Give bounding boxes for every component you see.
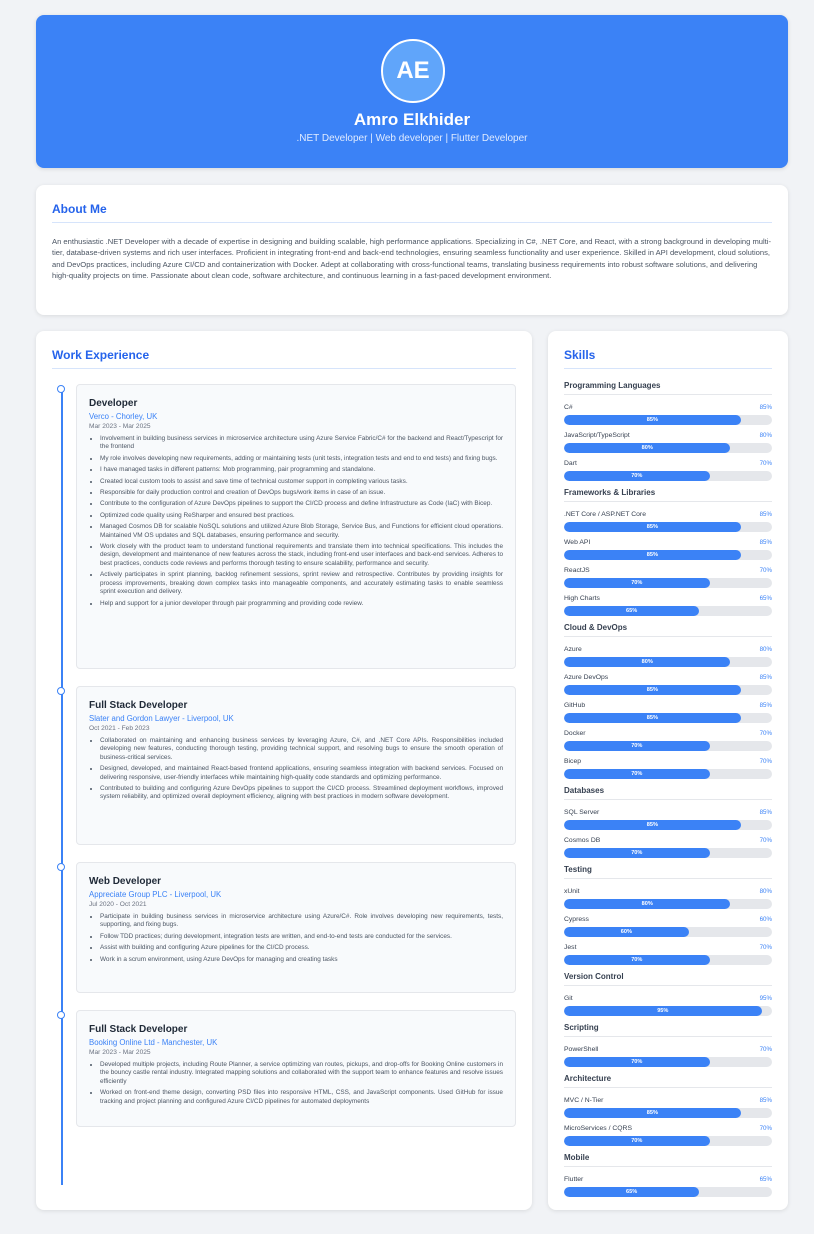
job-responsibilities	[89, 1061, 503, 1106]
skill-progress-track	[564, 522, 772, 532]
skill-name: SQL Server	[564, 809, 600, 816]
skill-percent: 85%	[759, 674, 772, 681]
skill-progress-track	[564, 713, 772, 723]
skill-progress-track	[564, 606, 772, 616]
skill-progress-fill: 80%	[564, 443, 730, 453]
skill-name: Docker	[564, 730, 586, 737]
skill-percent: 70%	[759, 460, 772, 467]
skill-category-title: Frameworks & Libraries	[564, 488, 772, 502]
skill-percent: 80%	[759, 888, 772, 895]
skill-percent: 65%	[759, 1176, 772, 1183]
skill-category-title: Cloud & DevOps	[564, 623, 772, 637]
skill-progress-track	[564, 1006, 772, 1016]
skill-progress-track	[564, 769, 772, 779]
job-date: Mar 2023 - Mar 2025	[89, 1049, 151, 1056]
skill-row	[564, 432, 772, 454]
skill-name: xUnit	[564, 888, 580, 895]
skill-category-title: Architecture	[564, 1074, 772, 1088]
skill-progress-track	[564, 550, 772, 560]
job-card	[76, 1010, 516, 1127]
skill-row	[564, 646, 772, 668]
responsibility-item: • Work in a scrum environment, using Azure DevOps for managing and creating tasks	[100, 956, 503, 964]
skill-row	[564, 1046, 772, 1068]
skill-percent: 70%	[759, 944, 772, 951]
skill-progress-track	[564, 741, 772, 751]
skill-category-title: Scripting	[564, 1023, 772, 1037]
skill-row	[564, 888, 772, 910]
skill-progress-track	[564, 657, 772, 667]
skill-progress-fill: 70%	[564, 955, 710, 965]
skill-name: MicroServices / CQRS	[564, 1125, 632, 1132]
skill-name: Git	[564, 995, 573, 1002]
skill-name: GitHub	[564, 702, 586, 709]
skill-progress-track	[564, 848, 772, 858]
job-responsibilities	[89, 913, 503, 964]
responsibility-item: • Created local custom tools to assist and save time of technical customer support in completing various tasks.	[100, 478, 503, 486]
skill-progress-track	[564, 578, 772, 588]
job-title: Web Developer	[89, 876, 162, 887]
job-company: Slater and Gordon Lawyer - Liverpool, UK	[89, 714, 234, 723]
timeline-dot	[57, 1011, 65, 1019]
skill-progress-fill: 70%	[564, 741, 710, 751]
skill-progress-fill: 60%	[564, 927, 689, 937]
skill-progress-track	[564, 1108, 772, 1118]
skill-name: Dart	[564, 460, 577, 467]
skill-progress-track	[564, 471, 772, 481]
skill-row	[564, 809, 772, 831]
skill-name: Bicep	[564, 758, 582, 765]
skill-progress-fill: 70%	[564, 1057, 710, 1067]
skills-title: Skills	[564, 348, 772, 369]
job-company: Verco - Chorley, UK	[89, 412, 158, 421]
skill-name: High Charts	[564, 595, 600, 602]
skill-name: MVC / N-Tier	[564, 1097, 604, 1104]
about-text: An enthusiastic .NET Developer with a decade of expertise in designing and building scalable, high performance applications. Specializing in C#, .NET Core, and React, with a strong background in developing multi-tier, database-driven systems and rich user interfaces. Proficient in integrating front-end and back-end technologies, ensuring seamless functionality and user experience. Skilled in API development, cloud solutions, and DevOps practices, including Azure CI/CD and containerization with Docker. Adept at collaborating with cross-functional teams, translating business requirements into robust software solutions, and delivering high-quality projects on time. Passionate about clean code, software architecture, and continuous learning in a fast-paced development environment.	[52, 237, 772, 280]
job-title: Full Stack Developer	[89, 1024, 188, 1035]
skill-percent: 65%	[759, 595, 772, 602]
skill-progress-track	[564, 1136, 772, 1146]
job-title: Developer	[89, 398, 138, 409]
skill-progress-fill: 70%	[564, 578, 710, 588]
responsibility-item: • Assist with building and configuring Azure pipelines for the CI/CD process.	[100, 944, 503, 952]
profile-name: Amro Elkhider	[353, 110, 471, 129]
responsibility-item: • My role involves developing new requirements, adding or maintaining tests (unit tests, integration tests and end to end tests) and fixing bugs.	[100, 455, 503, 463]
skill-percent: 70%	[759, 1046, 772, 1053]
profile-tagline: .NET Developer | Web developer | Flutter Developer	[296, 133, 528, 144]
skill-name: Cypress	[564, 916, 589, 923]
skill-row	[564, 460, 772, 482]
avatar: AE	[381, 39, 445, 103]
profile-header	[36, 15, 788, 168]
skill-percent: 80%	[759, 432, 772, 439]
skill-name: Cosmos DB	[564, 837, 601, 844]
timeline-dot	[57, 687, 65, 695]
skill-progress-fill: 65%	[564, 606, 699, 616]
responsibility-item: • Contributed to building and configuring Azure DevOps pipelines to support the CI/CD process. Streamlined deployment workflows, improved system reliability, and optimized overall deployment efficiency, aligning with best practices in modern software development.	[100, 785, 503, 802]
job-date: Mar 2023 - Mar 2025	[89, 423, 151, 430]
skill-name: ReactJS	[564, 567, 590, 574]
skill-progress-track	[564, 443, 772, 453]
skill-row	[564, 1097, 772, 1119]
skill-progress-fill: 85%	[564, 550, 741, 560]
responsibility-item: • Participate in building business services in microservice architecture using Azure/C#. Role involves developing new requirements, tests, supporting, and fixing bugs.	[100, 913, 503, 930]
skill-percent: 70%	[759, 837, 772, 844]
skill-name: Web API	[564, 539, 591, 546]
responsibility-item: • Contribute to the configuration of Azure DevOps pipelines to support the CI/CD process and define Infrastructure as Code (IaC) with Bicep.	[100, 500, 503, 508]
skill-percent: 60%	[759, 916, 772, 923]
skill-progress-fill: 85%	[564, 820, 741, 830]
timeline-line	[61, 388, 63, 1185]
skill-row	[564, 916, 772, 938]
skill-progress-fill: 65%	[564, 1187, 699, 1197]
skill-row	[564, 511, 772, 533]
responsibility-item: • Collaborated on maintaining and enhancing business services by leveraging Azure, C#, and .NET Core APIs. Responsibilities included developing new features, conducting thorough testing, providing technical support, and resolving bugs to ensure the smooth operation of business-critical services.	[100, 737, 503, 762]
skill-percent: 70%	[759, 567, 772, 574]
skill-percent: 85%	[759, 404, 772, 411]
responsibility-item: • Managed Cosmos DB for scalable NoSQL solutions and utilized Azure Blob Storage, Service Bus, and Functions for efficient cloud operations. Maintained VM OS updates and SQL databases, ensuring performance and security.	[100, 523, 503, 540]
skill-row	[564, 837, 772, 859]
skill-progress-fill: 70%	[564, 471, 710, 481]
skill-progress-fill: 85%	[564, 1108, 741, 1118]
skill-category-title: Testing	[564, 865, 772, 879]
job-date: Oct 2021 - Feb 2023	[89, 725, 150, 732]
skill-percent: 85%	[759, 1097, 772, 1104]
job-date: Jul 2020 - Oct 2021	[89, 901, 147, 908]
skill-progress-fill: 85%	[564, 415, 741, 425]
responsibility-item: • I have managed tasks in different patterns: Mob programming, pair programming and standalone.	[100, 466, 503, 474]
skill-name: Jest	[564, 944, 577, 951]
job-responsibilities	[89, 737, 503, 802]
skill-percent: 85%	[759, 809, 772, 816]
skill-row	[564, 702, 772, 724]
skill-row	[564, 1176, 772, 1198]
skill-progress-fill: 80%	[564, 657, 730, 667]
skills-section	[548, 331, 788, 1210]
job-title: Full Stack Developer	[89, 700, 188, 711]
responsibility-item: • Actively participates in sprint planning, backlog refinement sessions, sprint review and retrospective. Contributes by providing insights for process improvements, breaking down complex tasks into manageable components, and accurately estimating tasks to enable seamless sprint execution and delivery.	[100, 571, 503, 596]
skill-percent: 95%	[759, 995, 772, 1002]
job-card	[76, 384, 516, 669]
skill-percent: 85%	[759, 539, 772, 546]
skill-name: Azure DevOps	[564, 674, 609, 681]
skill-progress-fill: 85%	[564, 522, 741, 532]
skill-progress-track	[564, 820, 772, 830]
responsibility-item: • Involvement in building business services in microservice architecture using Azure Service Fabric/C# for the backend and React/Typescript for the frontend	[100, 435, 503, 452]
skill-row	[564, 539, 772, 561]
responsibility-item: • Help and support for a junior developer through pair programming and providing code review.	[100, 600, 503, 608]
skill-name: C#	[564, 404, 573, 411]
skill-progress-fill: 70%	[564, 769, 710, 779]
skill-name: PowerShell	[564, 1046, 599, 1053]
skill-row	[564, 944, 772, 966]
skill-percent: 70%	[759, 758, 772, 765]
work-experience-section	[36, 331, 532, 1210]
job-card	[76, 686, 516, 845]
skill-progress-track	[564, 899, 772, 909]
about-section	[36, 185, 788, 315]
skill-row	[564, 674, 772, 696]
skill-percent: 70%	[759, 730, 772, 737]
skill-category-title: Databases	[564, 786, 772, 800]
skill-progress-track	[564, 955, 772, 965]
responsibility-item: • Optimized code quality using ReSharper and ensured best practices.	[100, 512, 503, 520]
timeline-dot	[57, 863, 65, 871]
skill-category-title: Version Control	[564, 972, 772, 986]
skill-percent: 85%	[759, 702, 772, 709]
responsibility-item: • Developed multiple projects, including Route Planner, a service optimizing van routes, pickups, and drop-offs for Booking Online customers in the bouncy castle rental industry. Integrated mapping solutions and collaborated with the support team to enhance features and resolve issues efficiently	[100, 1061, 503, 1086]
skill-progress-track	[564, 415, 772, 425]
skill-progress-track	[564, 927, 772, 937]
responsibility-item: • Follow TDD practices; during development, integration tests are written, and end-to-end tests are conducted for the services.	[100, 933, 503, 941]
skill-progress-fill: 70%	[564, 848, 710, 858]
responsibility-item: • Responsible for daily production control and creation of DevOps bugs/work items in case of an issue.	[100, 489, 503, 497]
skill-percent: 80%	[759, 646, 772, 653]
timeline-dot	[57, 385, 65, 393]
job-responsibilities	[89, 435, 503, 608]
skill-row	[564, 758, 772, 780]
skill-name: .NET Core / ASP.NET Core	[564, 511, 646, 518]
skill-progress-track	[564, 1187, 772, 1197]
skill-percent: 85%	[759, 511, 772, 518]
responsibility-item: • Designed, developed, and maintained React-based frontend applications, ensuring seamless integration with backend services. Focused on delivering responsive, user-friendly interfaces while maintaining high-quality code standards and optimizing performance.	[100, 765, 503, 782]
about-title: About Me	[52, 202, 772, 223]
job-card	[76, 862, 516, 993]
responsibility-item: • Work closely with the product team to understand functional requirements and translate them into technical specifications. This includes the design, development and maintenance of new features across the stack, including front-end user interfaces and back-end services. Adheres to best practices, conducts code reviews and performs thorough testing to ensure scalability, performance and security.	[100, 543, 503, 568]
skill-name: JavaScript/TypeScript	[564, 432, 630, 439]
skill-progress-track	[564, 685, 772, 695]
skill-row	[564, 404, 772, 426]
skill-progress-fill: 95%	[564, 1006, 762, 1016]
skill-row	[564, 567, 772, 589]
work-title: Work Experience	[52, 348, 516, 369]
skill-category-title: Mobile	[564, 1153, 772, 1167]
skill-category-title: Programming Languages	[564, 381, 772, 395]
skill-progress-fill: 85%	[564, 713, 741, 723]
skill-percent: 70%	[759, 1125, 772, 1132]
responsibility-item: • Worked on front-end theme design, converting PSD files into responsive HTML, CSS, and JavaScript components. Used GitHub for issue tracking and project planning and configured Azure CI/CD pipelines for automated deployments	[100, 1089, 503, 1106]
skill-name: Flutter	[564, 1176, 584, 1183]
skill-row	[564, 730, 772, 752]
skill-progress-fill: 85%	[564, 685, 741, 695]
skill-progress-track	[564, 1057, 772, 1067]
skill-progress-fill: 70%	[564, 1136, 710, 1146]
skill-row	[564, 995, 772, 1017]
skill-progress-fill: 80%	[564, 899, 730, 909]
job-company: Appreciate Group PLC - Liverpool, UK	[89, 890, 222, 899]
skill-row	[564, 595, 772, 617]
job-company: Booking Online Ltd - Manchester, UK	[89, 1038, 218, 1047]
skill-row	[564, 1125, 772, 1147]
skill-name: Azure	[564, 646, 582, 653]
